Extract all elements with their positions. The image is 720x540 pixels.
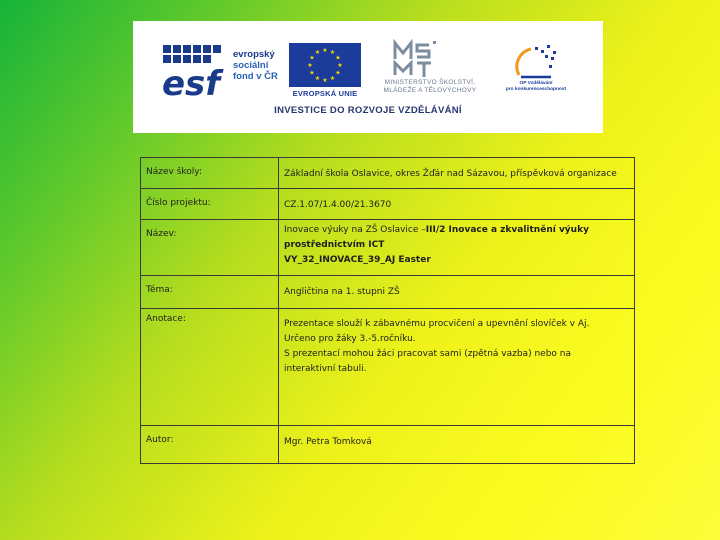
esf-line1: evropský [233, 49, 275, 60]
svg-text:★: ★ [309, 69, 315, 77]
svg-text:★: ★ [329, 75, 336, 82]
table-row-tema [141, 276, 635, 309]
logo-banner [133, 21, 603, 133]
msmt-line2: MLÁDEŽE A TĚLOVÝCHOVY [383, 87, 477, 94]
value-tema: Angličtina na 1. stupni ZŠ [279, 276, 635, 309]
label-projekt: Číslo projektu: [141, 189, 279, 220]
value-anotace [279, 309, 635, 426]
svg-text:★: ★ [322, 47, 328, 54]
label-tema: Téma: [141, 276, 279, 309]
label-skola: Název školy: [141, 158, 279, 189]
anotace-line1: Prezentace slouží k zábavnému procvičení a upevnění slovíček v Aj. [284, 319, 590, 329]
svg-text:★: ★ [314, 49, 321, 56]
op-line1: OP Vzdělávání [519, 81, 553, 86]
nazev-bold2: VY_32_INOVACE_39_AJ Easter [284, 255, 431, 265]
svg-text:★: ★ [322, 77, 328, 84]
svg-text:★: ★ [309, 54, 315, 62]
msmt-text [365, 79, 495, 95]
svg-text:★: ★ [337, 62, 343, 69]
label-nazev: Název: [141, 220, 279, 276]
table-row-nazev [141, 220, 635, 276]
svg-text:★: ★ [335, 54, 341, 62]
msmt-mark-icon [391, 39, 451, 79]
msmt-logo [365, 39, 495, 99]
nazev-bold1: III/2 Inovace a zkvalitnění výuky prostřednictvím ICT [284, 225, 589, 250]
svg-text:★: ★ [335, 69, 341, 77]
op-text [501, 81, 571, 93]
value-projekt: CZ.1.07/1.4.00/21.3670 [279, 189, 635, 220]
anotace-line3: S prezentací mohou žáci pracovat sami (zpětná vazba) nebo na [284, 349, 571, 359]
value-nazev [279, 220, 635, 276]
label-anotace: Anotace: [141, 309, 279, 426]
table-row-autor [141, 426, 635, 464]
op-mark-icon [511, 41, 561, 79]
esf-text [233, 49, 278, 82]
eu-flag-icon [289, 43, 361, 87]
eu-logo [289, 43, 361, 99]
table-row-anotace [141, 309, 635, 426]
op-logo [501, 41, 571, 99]
table-row-skola [141, 158, 635, 189]
msmt-line1: MINISTERSTVO ŠKOLSTVÍ, [384, 79, 476, 86]
svg-text:★: ★ [314, 75, 321, 82]
eu-text: EVROPSKÁ UNIE [292, 89, 358, 98]
value-autor: Mgr. Petra Tomková [279, 426, 635, 464]
esf-line3: fond v ČR [233, 71, 278, 82]
banner-slogan: INVESTICE DO ROZVOJE VZDĚLÁVÁNÍ [274, 105, 462, 116]
anotace-line4: interaktivní tabuli. [284, 364, 367, 374]
svg-text:esf: esf [162, 64, 221, 99]
value-skola: Základní škola Oslavice, okres Žďár nad Sázavou, příspěvková organizace [279, 158, 635, 189]
label-autor: Autor: [141, 426, 279, 464]
anotace-line2: Určeno pro žáky 3.-5.ročníku. [284, 334, 416, 344]
nazev-prefix: Inovace výuky na ZŠ Oslavice – [284, 225, 426, 235]
table-row-projekt [141, 189, 635, 220]
project-info-table [140, 157, 635, 464]
op-line2: pro konkurenceschopnost [505, 87, 567, 92]
esf-mark-icon [161, 43, 229, 99]
svg-text:★: ★ [307, 62, 313, 69]
logo-row [133, 39, 603, 99]
esf-line2: sociální [233, 60, 269, 71]
svg-text:★: ★ [329, 49, 336, 56]
